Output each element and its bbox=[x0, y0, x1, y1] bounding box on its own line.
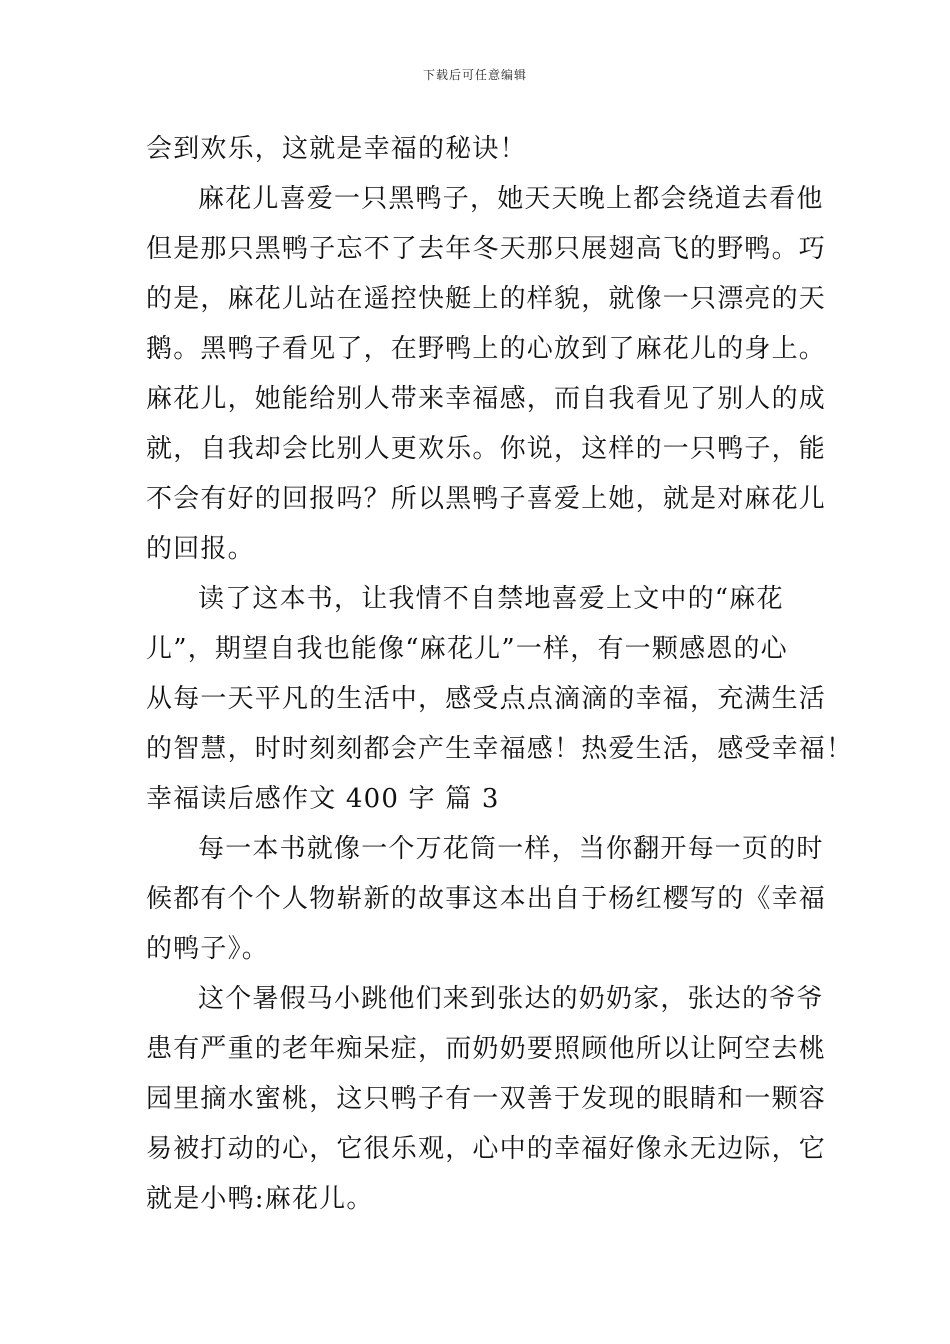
text-line: 麻花儿喜爱一只黑鸭子，她天天晚上都会绕道去看他 bbox=[198, 184, 824, 214]
text-line: 会到欢乐，这就是幸福的秘诀！ bbox=[146, 134, 527, 164]
text-line: 的回报。 bbox=[146, 534, 255, 564]
text-line: 儿”，期望自我也能像“麻花儿”一样，有一颗感恩的心 bbox=[146, 634, 788, 664]
text-line: 从每一天平凡的生活中，感受点点滴滴的幸福，充满生活 bbox=[146, 684, 827, 714]
text-line: 患有严重的老年痴呆症，而奶奶要照顾他所以让阿空去桃 bbox=[146, 1034, 827, 1064]
text-line: 每一本书就像一个万花筒一样，当你翻开每一页的时 bbox=[198, 834, 824, 864]
text-line: 就是小鸭:麻花儿。 bbox=[146, 1184, 374, 1214]
document-body bbox=[146, 124, 854, 1224]
text-line: 园里摘水蜜桃，这只鸭子有一双善于发现的眼睛和一颗容 bbox=[146, 1084, 827, 1114]
section-heading: 幸福读后感作文 400 字 篇 3 bbox=[146, 784, 500, 814]
text-line: 读了这本书，让我情不自禁地喜爱上文中的“麻花 bbox=[198, 584, 784, 614]
page-header: 下载后可任意编辑 bbox=[422, 68, 527, 82]
text-line: 就，自我却会比别人更欢乐。你说，这样的一只鸭子，能 bbox=[146, 434, 827, 464]
text-line: 的鸭子》。 bbox=[146, 934, 270, 964]
text-line: 易被打动的心，它很乐观，心中的幸福好像永无边际，它 bbox=[146, 1134, 827, 1164]
text-line: 的智慧，时时刻刻都会产生幸福感！热爱生活，感受幸福！ bbox=[146, 734, 854, 764]
text-line: 的是，麻花儿站在遥控快艇上的样貌，就像一只漂亮的天 bbox=[146, 284, 827, 314]
text-line: 不会有好的回报吗？所以黑鸭子喜爱上她，就是对麻花儿 bbox=[146, 484, 827, 514]
text-line: 麻花儿，她能给别人带来幸福感，而自我看见了别人的成 bbox=[146, 384, 827, 414]
text-line: 候都有个个人物崭新的故事这本出自于杨红樱写的《幸福 bbox=[146, 884, 827, 914]
text-line: 但是那只黑鸭子忘不了去年冬天那只展翅高飞的野鸭。巧 bbox=[146, 234, 827, 264]
text-line: 鹅。黑鸭子看见了，在野鸭上的心放到了麻花儿的身上。 bbox=[146, 334, 827, 364]
text-line: 这个暑假马小跳他们来到张达的奶奶家，张达的爷爷 bbox=[198, 984, 824, 1014]
